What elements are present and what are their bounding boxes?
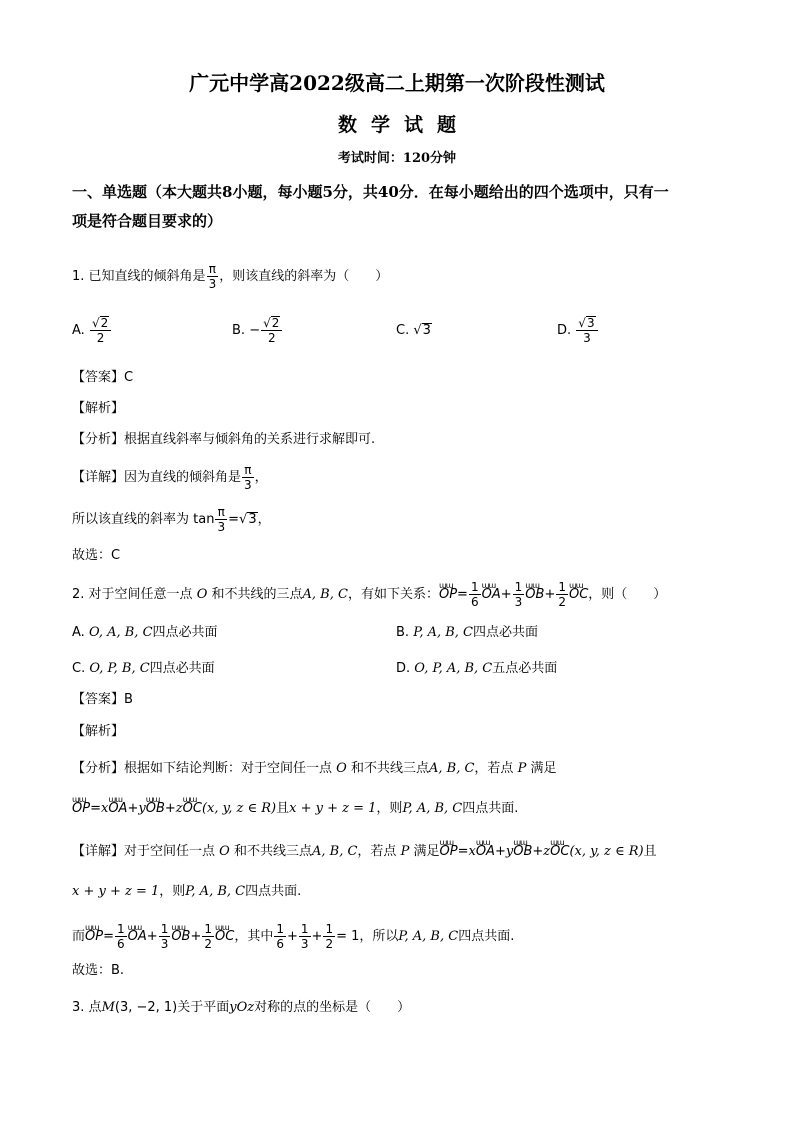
question-2-stem: 2. 对于空间任意一点 O 和不共线的三点A, B, C，有如下关系：ɯɯ OP= $\frac{1}{6}$ ɯɯ OA+ $\frac{1}{3}$ ɯɯ OB+ $\frac{1}{2}$ ɯɯ OC，则（ ） [72, 580, 666, 609]
question-2-option-b: B. P, A, B, C四点必共面 [396, 625, 539, 640]
question-2-detail-line1: 【详解】对于空间任一点 O 和不共线三点A, B, C，若点 P 满足ɯɯ OP=xɯɯ OA+yɯɯ OB+zɯɯ OC(x, y, z ∈ R)且 [72, 843, 657, 861]
question-2-option-d: D. O, P, A, B, C五点必共面 [396, 661, 558, 676]
question-1-option-b: B. − $\frac{√2}{2}$ [232, 316, 283, 345]
question-1-detail-line1: 【详解】因为直线的倾斜角是 $\frac{\pi}{3}$ ， [72, 463, 268, 492]
question-1-choose: 故选：C [72, 548, 121, 563]
question-text: ，则该直线的斜率为（ ） [219, 269, 389, 284]
question-1-analysis-tag: 【解析】 [72, 401, 125, 416]
question-3-stem: 3. 点M(3, −2, 1)关于平面yOz对称的点的坐标是（ ） [72, 1000, 411, 1015]
question-number: 1. [72, 269, 85, 284]
question-2-option-a: A. O, A, B, C四点必共面 [72, 625, 218, 640]
question-text: 已知直线的倾斜角是 [88, 269, 206, 284]
fraction-root3-over-3: $\frac{√3}{3}$ [576, 316, 597, 345]
question-1-option-a: A. $\frac{√2}{2}$ [72, 316, 112, 345]
question-2-fenxi-line2: ɯɯ OP=xɯɯ OA+yɯɯ OB+zɯɯ OC(x, y, z ∈ R)且x + y + z = 1，则P, A, B, C四点共面. [72, 800, 518, 818]
question-1-option-c: C. √3 [396, 323, 431, 338]
question-2-choose: 故选：B. [72, 963, 125, 978]
question-2-option-c: C. O, P, B, C四点必共面 [72, 661, 215, 676]
fraction-root2-over-2: $\frac{√2}{2}$ [261, 316, 282, 345]
section-heading-line2: 项是符合题目要求的） [72, 212, 223, 230]
fraction-pi-over-3: $\frac{\pi}{3}$ [208, 262, 217, 291]
question-2-answer: 【答案】B [72, 692, 133, 707]
exam-time: 考试时间：120分钟 [337, 151, 457, 166]
question-1-stem [72, 262, 388, 291]
question-2-detail-line3: 而ɯɯ OP= $\frac{1}{6}$ ɯɯ OA+ $\frac{1}{3}$ ɯɯ OB+ $\frac{1}{2}$ ɯɯ OC，其中 $\frac{1}{6}$ + $\frac{1}{3}$ + $\frac{1}{2}$ = 1，所以P, A, B, C四点共面. [72, 922, 514, 951]
page-subtitle: 数学试题 [337, 114, 470, 136]
fraction-root2-over-2: $\frac{√2}{2}$ [90, 316, 111, 345]
question-2-fenxi-line1: 【分析】根据如下结论判断：对于空间任一点 O 和不共线三点A, B, C，若点 P 满足 [72, 761, 557, 776]
question-1-answer: 【答案】C [72, 370, 134, 385]
section-heading-line1: 一、单选题（本大题共8小题，每小题5分，共40分．在每小题给出的四个选项中，只有一 [72, 183, 669, 201]
question-1-detail-line2: 所以该直线的斜率为 tan $\frac{\pi}{3}$ =√3， [72, 505, 271, 534]
page-title: 广元中学高2022级高二上期第一次阶段性测试 [189, 71, 605, 95]
question-2-detail-line2: x + y + z = 1，则P, A, B, C四点共面. [72, 884, 302, 899]
question-1-fenxi: 【分析】根据直线斜率与倾斜角的关系进行求解即可. [72, 432, 376, 447]
question-1-option-d: D. $\frac{√3}{3}$ [557, 316, 599, 345]
question-2-analysis-tag: 【解析】 [72, 724, 125, 739]
